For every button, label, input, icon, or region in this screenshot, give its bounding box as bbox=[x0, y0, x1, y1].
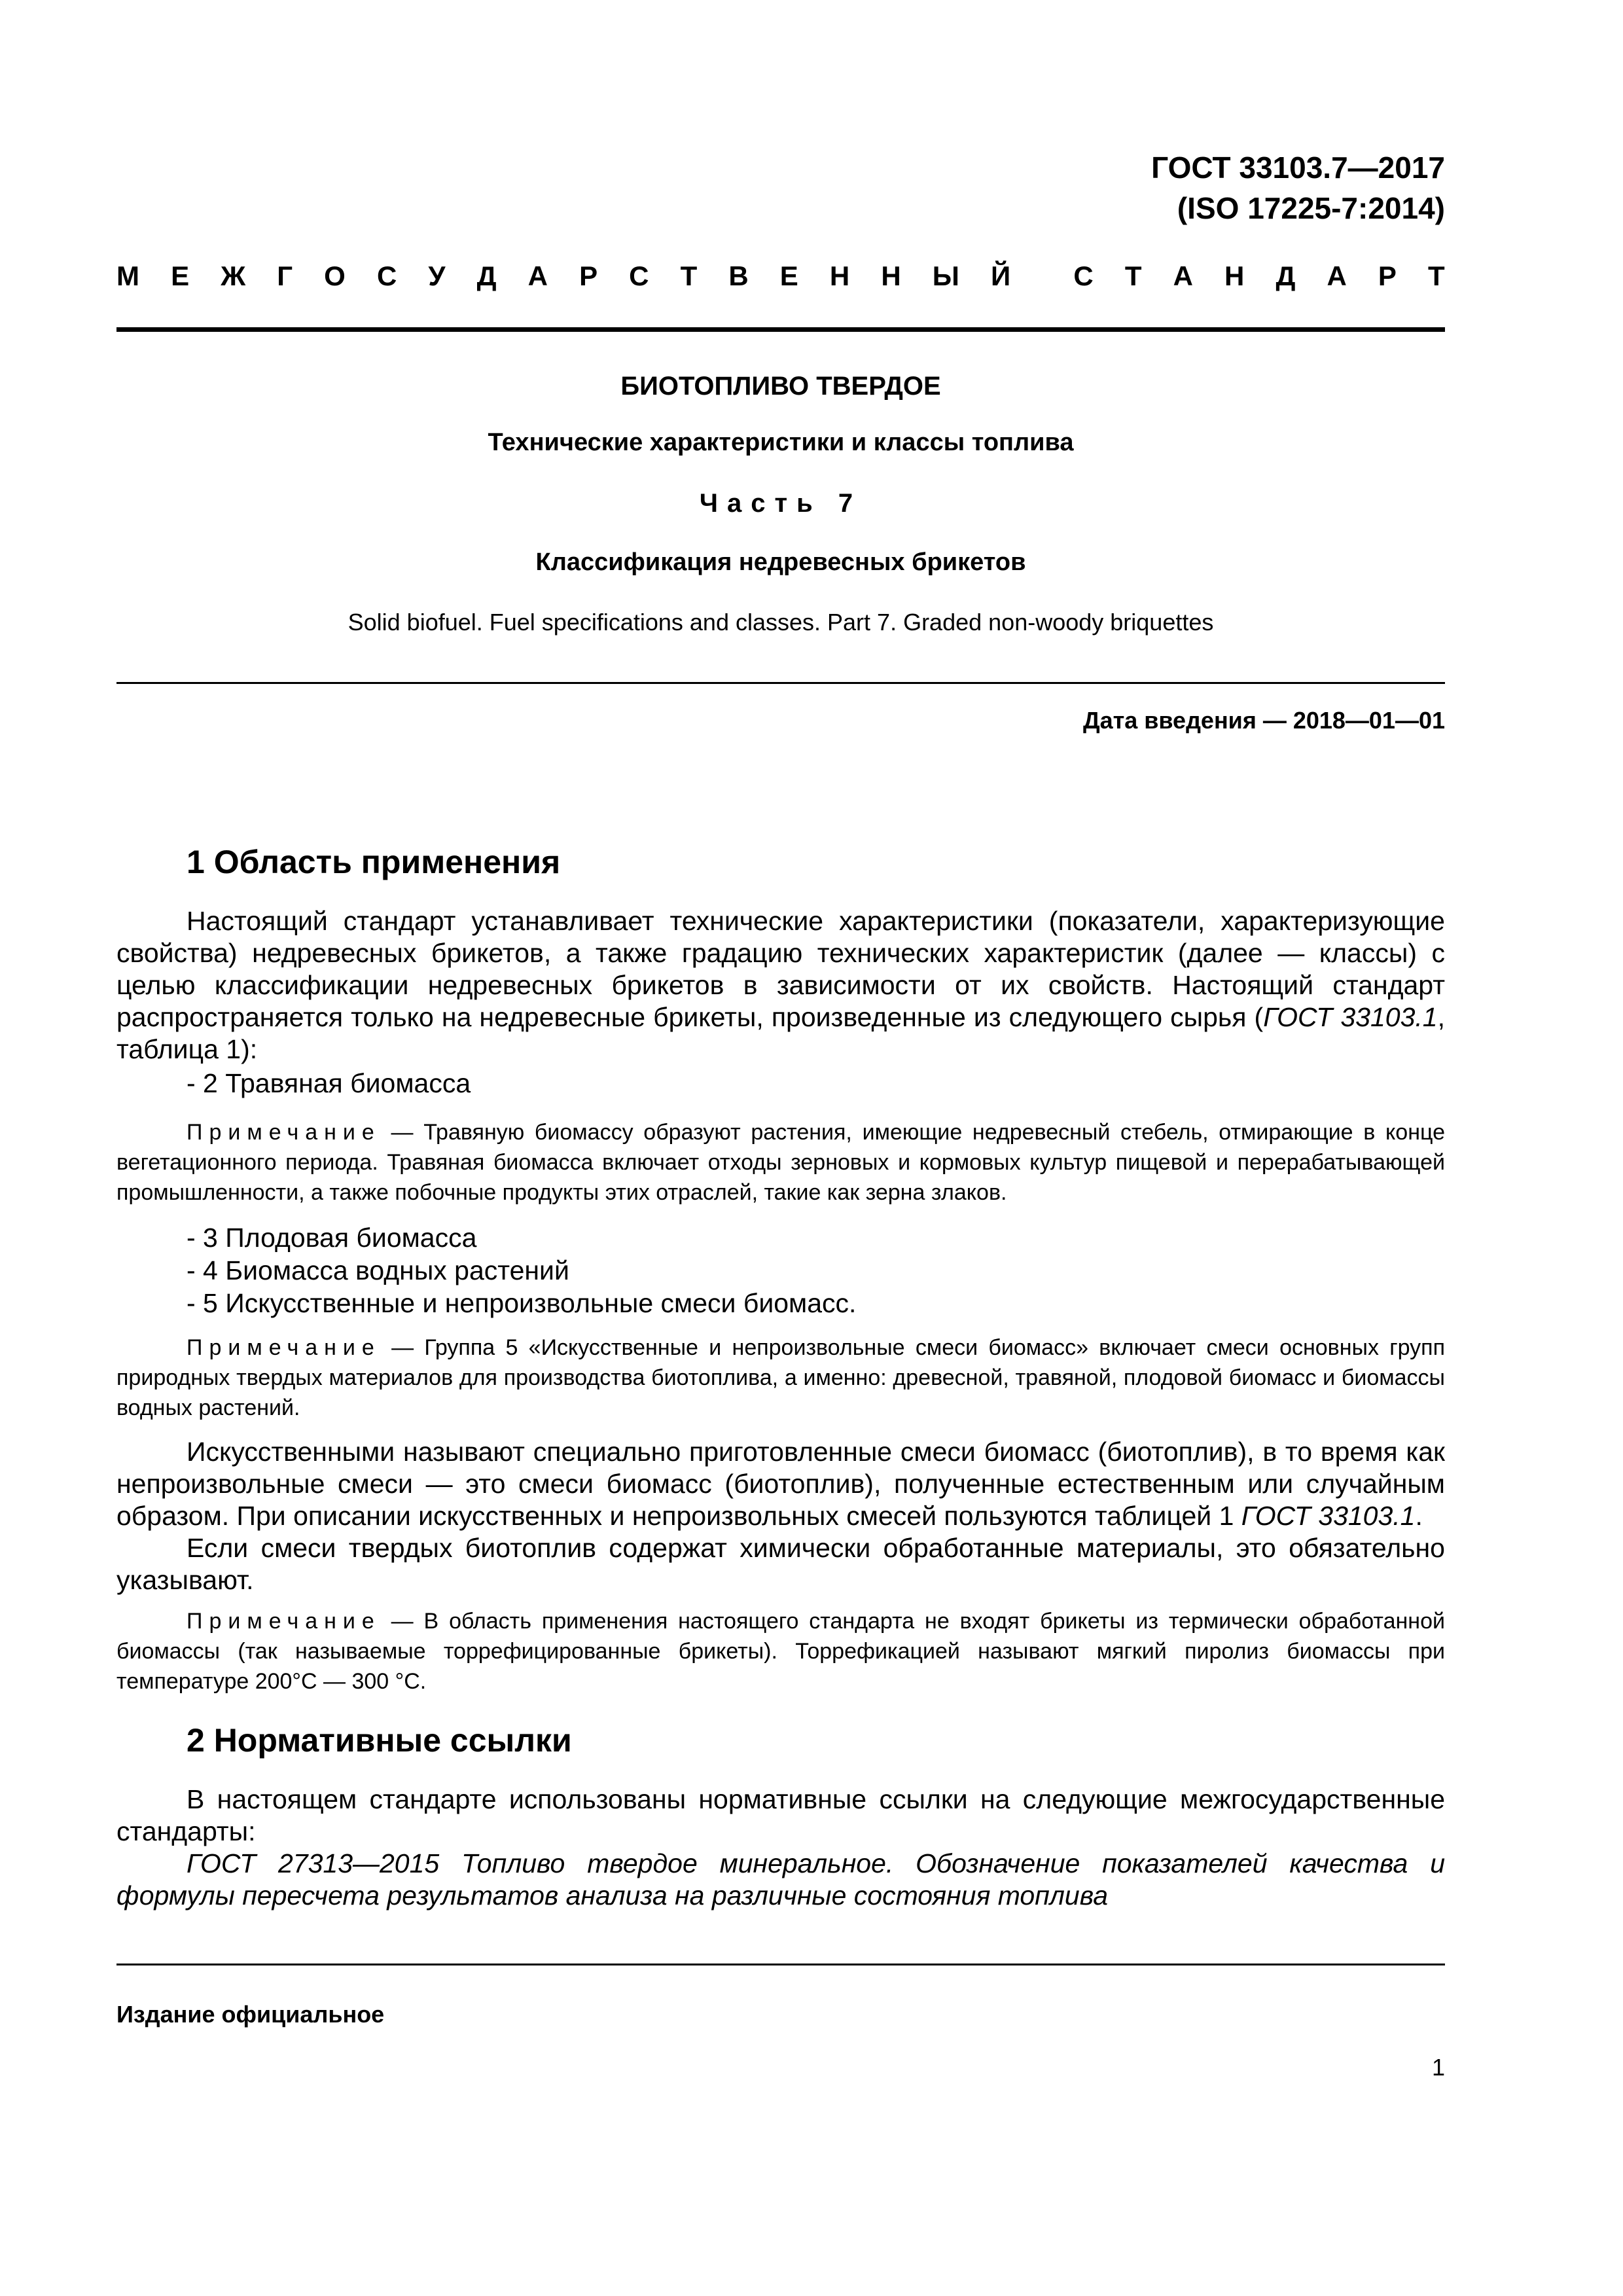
header-letter: У bbox=[428, 260, 446, 291]
section-1-paragraph-1: Настоящий стандарт устанавливает технические характеристики (показатели, характеризующие свойства) недревесных брикетов, а также градацию технических характеристик (далее — классы) с целью классификации недревесных брикетов в зависимости от их свойств. Настоящий стандарт распространяется только на недревесные брикеты, произведенные из следующего сырья (ГОСТ 33103.1, таблица 1): bbox=[116, 906, 1445, 1064]
header-letter: Н bbox=[881, 260, 901, 291]
note-3: Примечание — В область применения настоящего стандарта не входят брикеты из термически обработанной биомассы (так называемые торрефицированные брикеты). Торрефикацией называют мягкий пиролиз биомассы при температуре 200°С — 300 °С. bbox=[116, 1609, 1445, 1694]
header-rule bbox=[116, 327, 1445, 332]
header-letter: Н bbox=[829, 260, 850, 291]
header-letter: Е bbox=[779, 260, 798, 291]
gost-reference: ГОСТ 33103.1 bbox=[1241, 1501, 1416, 1531]
header-letter: Г bbox=[277, 260, 293, 291]
header-letter: Е bbox=[171, 260, 190, 291]
part-title: Классификация недревесных брикетов bbox=[535, 548, 1026, 576]
header-letter: Т bbox=[1124, 260, 1142, 291]
header-letter: В bbox=[728, 260, 749, 291]
note-label: Примечание bbox=[187, 1609, 381, 1634]
gost-code: ГОСТ 33103.7—2017 bbox=[1151, 151, 1445, 185]
part-label: Часть 7 bbox=[699, 489, 863, 518]
section-1-paragraph-2: Искусственными называют специально приготовленные смеси биомасс (биотоплив), в то время как непроизвольные смеси — это смеси биомасс (биотоплив), полученные естественным или случайным образом. При описании искусственных и непроизвольных смесей пользуются таблицей 1 ГОСТ 33103.1. Если смеси твердых биотоплив содержат химически обработанные материалы, это обязательно указывают. bbox=[116, 1437, 1445, 1595]
header-letter: Д bbox=[1275, 260, 1296, 291]
footer-rule bbox=[116, 1964, 1445, 1965]
list-item: - 5 Искусственные и непроизвольные смеси биомасс. bbox=[187, 1288, 857, 1318]
list-item: - 2 Травяная биомасса bbox=[187, 1068, 471, 1098]
header-letter: А bbox=[1327, 260, 1347, 291]
header-letter: С bbox=[629, 260, 649, 291]
standard-code-block bbox=[785, 147, 1445, 228]
header-letter: Т bbox=[680, 260, 698, 291]
header-letter: С bbox=[1073, 260, 1094, 291]
introduction-date: Дата введения — 2018—01—01 bbox=[1082, 707, 1445, 734]
section-2-heading: 2 Нормативные ссылки bbox=[187, 1722, 572, 1759]
header-letter: С bbox=[376, 260, 397, 291]
header-letter: Р bbox=[579, 260, 598, 291]
section-1-heading: 1 Область применения bbox=[187, 844, 561, 880]
note-1: Примечание — Травяную биомассу образуют растения, имеющие недревесный стебель, отмирающие в конце вегетационного периода. Травяная биомасса включает отходы зерновых и кормовых культур пищевой и перерабатывающей промышленности, а также побочные продукты этих отраслей, такие как зерна злаков. bbox=[116, 1120, 1445, 1205]
standard-type-header bbox=[116, 260, 1445, 292]
document-subtitle: Технические характеристики и классы топлива bbox=[488, 429, 1074, 456]
page-number: 1 bbox=[1431, 2054, 1445, 2081]
header-letter: Д bbox=[476, 260, 497, 291]
iso-code: (ISO 17225-7:2014) bbox=[1177, 191, 1445, 225]
raw-material-list-2 bbox=[187, 1221, 856, 1319]
header-letter: О bbox=[324, 260, 346, 291]
header-letter: Й bbox=[991, 260, 1011, 291]
header-letter: Ы bbox=[932, 260, 959, 291]
title-rule bbox=[116, 682, 1445, 684]
list-item: - 4 Биомасса водных растений bbox=[187, 1255, 569, 1285]
header-letter: М bbox=[116, 260, 139, 291]
note-label: Примечание bbox=[187, 1120, 381, 1145]
note-label: Примечание bbox=[187, 1335, 381, 1360]
list-item: - 3 Плодовая биомасса bbox=[187, 1223, 477, 1253]
normative-reference: ГОСТ 27313—2015 Топливо твердое минеральное. Обозначение показателей качества и формулы пересчета результатов анализа на различные состояния топлива bbox=[116, 1848, 1445, 1910]
raw-material-list-1 bbox=[187, 1067, 471, 1100]
note-2: Примечание — Группа 5 «Искусственные и непроизвольные смеси биомасс» включает смеси основных групп природных твердых материалов для производства биотоплива, а именно: древесной, травяной, плодовой биомасс и биомассы водных растений. bbox=[116, 1335, 1445, 1420]
gost-reference: ГОСТ 33103.1 bbox=[1263, 1002, 1438, 1032]
header-letter: Т bbox=[1428, 260, 1445, 291]
header-letter: Н bbox=[1224, 260, 1245, 291]
official-edition-label: Издание официальное bbox=[116, 2001, 385, 2028]
header-letter: А bbox=[1173, 260, 1193, 291]
english-title: Solid biofuel. Fuel specifications and classes. Part 7. Graded non-woody briquettes bbox=[348, 609, 1214, 636]
section-2-paragraph-1: В настоящем стандарте использованы нормативные ссылки на следующие межгосударственные стандарты: ГОСТ 27313—2015 Топливо твердое минеральное. Обозначение показателей качества и формулы пересчета результатов анализа на различные состояния топлива bbox=[116, 1784, 1445, 1910]
document-title: БИОТОПЛИВО ТВЕРДОЕ bbox=[620, 372, 941, 401]
header-letter: Р bbox=[1378, 260, 1397, 291]
section-1-paragraph-3: Если смеси твердых биотоплив содержат химически обработанные материалы, это обязательно указывают. bbox=[116, 1533, 1445, 1595]
header-letter: А bbox=[527, 260, 548, 291]
header-letter: Ж bbox=[221, 260, 246, 291]
